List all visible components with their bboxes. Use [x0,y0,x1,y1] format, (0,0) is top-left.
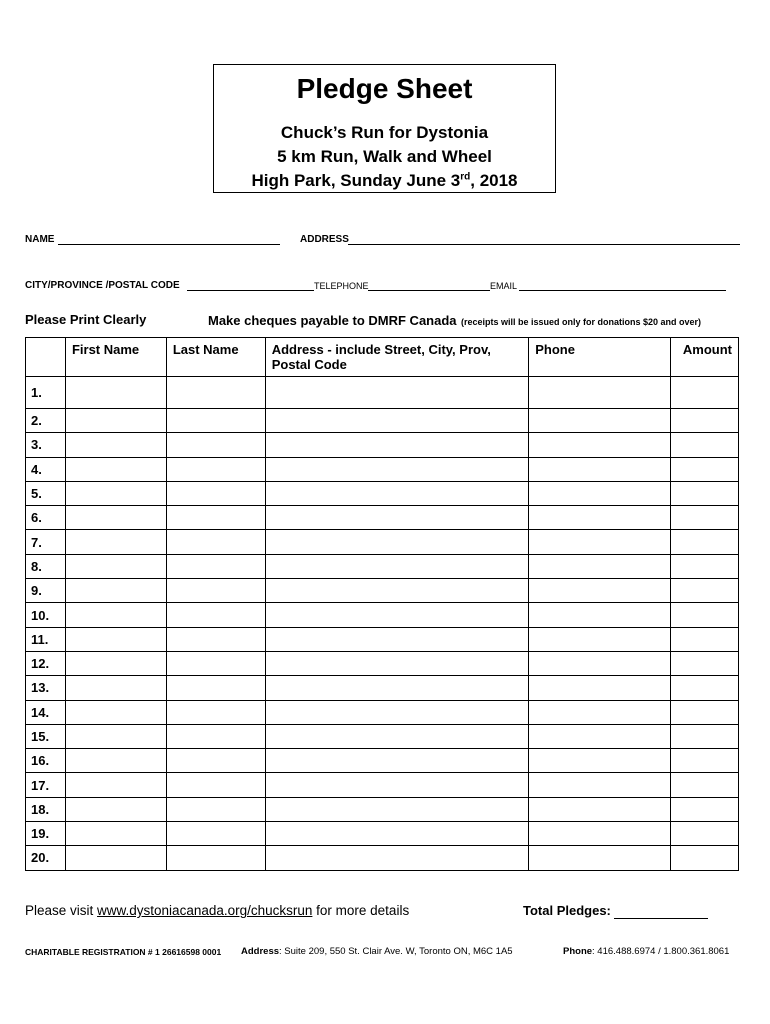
first-name-cell[interactable] [65,773,166,797]
address-cell[interactable] [265,846,529,870]
address-label: ADDRESS [300,234,349,245]
first-name-cell[interactable] [65,676,166,700]
amount-cell[interactable] [670,676,738,700]
address-cell[interactable] [265,554,529,578]
table-row [26,846,739,870]
visit-post: for more details [312,903,410,918]
phone-cell[interactable] [529,554,671,578]
last-name-cell[interactable] [166,627,265,651]
first-name-cell[interactable] [65,530,166,554]
last-name-cell[interactable] [166,846,265,870]
last-name-cell[interactable] [166,822,265,846]
total-pledges-field[interactable] [614,918,708,919]
last-name-cell[interactable] [166,651,265,675]
table-row [26,530,739,554]
address-cell[interactable] [265,749,529,773]
city-label: CITY/PROVINCE /POSTAL CODE [25,280,180,291]
pledge-table [25,337,739,871]
first-name-cell[interactable] [65,846,166,870]
amount-cell[interactable] [670,409,738,433]
address-cell[interactable] [265,797,529,821]
table-row [26,481,739,505]
name-label: NAME [25,234,55,245]
address-cell[interactable] [265,651,529,675]
header-first-name: First Name [65,338,166,377]
header-number [26,338,66,377]
first-name-cell[interactable] [65,797,166,821]
row-number: 10. [26,603,66,627]
name-field[interactable] [58,244,280,245]
phone-cell[interactable] [529,724,671,748]
last-name-cell[interactable] [166,481,265,505]
row-number: 1. [26,377,66,409]
table-row [26,797,739,821]
event-location-date [214,171,555,191]
year-text: , 2018 [470,171,518,190]
table-row [26,651,739,675]
address-cell[interactable] [265,457,529,481]
header-amount: Amount [670,338,738,377]
address-cell[interactable] [265,530,529,554]
amount-cell[interactable] [670,481,738,505]
table-row [26,627,739,651]
charitable-registration: CHARITABLE REGISTRATION # 1 26616598 0001 [25,947,222,957]
first-name-cell[interactable] [65,700,166,724]
last-name-cell[interactable] [166,433,265,457]
row-number: 20. [26,846,66,870]
address-cell[interactable] [265,700,529,724]
last-name-cell[interactable] [166,773,265,797]
last-name-cell[interactable] [166,603,265,627]
phone-cell[interactable] [529,433,671,457]
phone-cell[interactable] [529,481,671,505]
first-name-cell[interactable] [65,433,166,457]
table-row [26,822,739,846]
phone-cell[interactable] [529,700,671,724]
header-phone: Phone [529,338,671,377]
address-cell[interactable] [265,506,529,530]
amount-cell[interactable] [670,797,738,821]
last-name-cell[interactable] [166,554,265,578]
amount-cell[interactable] [670,530,738,554]
last-name-cell[interactable] [166,749,265,773]
table-row [26,579,739,603]
amount-cell[interactable] [670,457,738,481]
first-name-cell[interactable] [65,554,166,578]
last-name-cell[interactable] [166,457,265,481]
visit-text [25,903,409,918]
last-name-cell[interactable] [166,700,265,724]
last-name-cell[interactable] [166,797,265,821]
page-title: Pledge Sheet [296,73,473,104]
table-row [26,676,739,700]
address-footer-value: : Suite 209, 550 St. Clair Ave. W, Toronto ON, M6C 1A5 [279,946,513,957]
phone-cell[interactable] [529,651,671,675]
phone-cell[interactable] [529,676,671,700]
location-date-text: High Park, Sunday June 3 [251,171,461,190]
event-subtitle: 5 km Run, Walk and Wheel [277,147,492,166]
email-field[interactable] [519,290,726,291]
first-name-cell[interactable] [65,409,166,433]
table-row [26,433,739,457]
first-name-cell[interactable] [65,724,166,748]
amount-cell[interactable] [670,433,738,457]
table-row [26,409,739,433]
cheques-text: Make cheques payable to DMRF Canada [208,313,457,328]
row-number: 5. [26,481,66,505]
cheques-instruction [208,312,701,330]
amount-cell[interactable] [670,377,738,409]
visit-pre: Please visit [25,903,98,918]
row-number: 6. [26,506,66,530]
amount-cell[interactable] [670,846,738,870]
last-name-cell[interactable] [166,724,265,748]
amount-cell[interactable] [670,822,738,846]
address-cell[interactable] [265,433,529,457]
amount-cell[interactable] [670,603,738,627]
table-header-row [26,338,739,377]
amount-cell[interactable] [670,724,738,748]
last-name-cell[interactable] [166,579,265,603]
phone-cell[interactable] [529,749,671,773]
total-pledges-label: Total Pledges: [523,903,611,918]
amount-cell[interactable] [670,554,738,578]
row-number: 2. [26,409,66,433]
amount-cell[interactable] [670,506,738,530]
website-link[interactable]: www.dystoniacanada.org/chucksrun [97,903,313,918]
telephone-field[interactable] [368,290,490,291]
last-name-cell[interactable] [166,409,265,433]
first-name-cell[interactable] [65,506,166,530]
amount-cell[interactable] [670,749,738,773]
phone-cell[interactable] [529,506,671,530]
address-cell[interactable] [265,627,529,651]
row-number: 17. [26,773,66,797]
telephone-label: TELEPHONE [314,281,369,291]
amount-cell[interactable] [670,651,738,675]
table-row [26,749,739,773]
address-cell[interactable] [265,676,529,700]
row-number: 16. [26,749,66,773]
first-name-cell[interactable] [65,579,166,603]
last-name-cell[interactable] [166,530,265,554]
row-number: 9. [26,579,66,603]
phone-cell[interactable] [529,409,671,433]
row-number: 18. [26,797,66,821]
last-name-cell[interactable] [166,377,265,409]
phone-cell[interactable] [529,627,671,651]
table-row [26,773,739,797]
address-cell[interactable] [265,773,529,797]
first-name-cell[interactable] [65,481,166,505]
phone-cell[interactable] [529,457,671,481]
amount-cell[interactable] [670,579,738,603]
row-number: 8. [26,554,66,578]
first-name-cell[interactable] [65,822,166,846]
phone-footer-label: Phone [563,946,593,957]
row-number: 14. [26,700,66,724]
address-field[interactable] [348,244,740,245]
date-suffix: rd [460,171,471,183]
header-address: Address - include Street, City, Prov, Postal Code [265,338,529,377]
table-row [26,700,739,724]
phone-cell[interactable] [529,603,671,627]
row-number: 3. [26,433,66,457]
title-box [213,64,556,193]
row-number: 15. [26,724,66,748]
table-row [26,603,739,627]
phone-cell[interactable] [529,797,671,821]
address-footer-label: Address [241,946,280,957]
city-field[interactable] [187,290,314,291]
address-cell[interactable] [265,822,529,846]
table-row [26,377,739,409]
org-phone [563,946,729,957]
address-cell[interactable] [265,579,529,603]
amount-cell[interactable] [670,773,738,797]
row-number: 13. [26,676,66,700]
table-row [26,457,739,481]
last-name-cell[interactable] [166,676,265,700]
table-row [26,554,739,578]
first-name-cell[interactable] [65,651,166,675]
first-name-cell[interactable] [65,627,166,651]
phone-cell[interactable] [529,773,671,797]
first-name-cell[interactable] [65,749,166,773]
phone-cell[interactable] [529,846,671,870]
receipts-note: (receipts will be issued only for donations $20 and over) [460,317,702,327]
table-row [26,724,739,748]
first-name-cell[interactable] [65,377,166,409]
first-name-cell[interactable] [65,457,166,481]
row-number: 11. [26,627,66,651]
phone-cell[interactable] [529,530,671,554]
table-row [26,506,739,530]
email-label: EMAIL [490,281,518,291]
last-name-cell[interactable] [166,506,265,530]
phone-cell[interactable] [529,579,671,603]
print-clearly-text: Please Print Clearly [25,312,147,327]
first-name-cell[interactable] [65,603,166,627]
address-cell[interactable] [265,724,529,748]
address-cell[interactable] [265,603,529,627]
row-number: 19. [26,822,66,846]
address-cell[interactable] [265,481,529,505]
address-cell[interactable] [265,377,529,409]
phone-cell[interactable] [529,377,671,409]
event-name: Chuck’s Run for Dystonia [280,123,489,142]
amount-cell[interactable] [670,700,738,724]
phone-footer-value: : 416.488.6974 / 1.800.361.8061 [592,946,730,957]
row-number: 4. [26,457,66,481]
address-cell[interactable] [265,409,529,433]
amount-cell[interactable] [670,627,738,651]
row-number: 7. [26,530,66,554]
header-last-name: Last Name [166,338,265,377]
phone-cell[interactable] [529,822,671,846]
row-number: 12. [26,651,66,675]
org-address [241,946,513,957]
